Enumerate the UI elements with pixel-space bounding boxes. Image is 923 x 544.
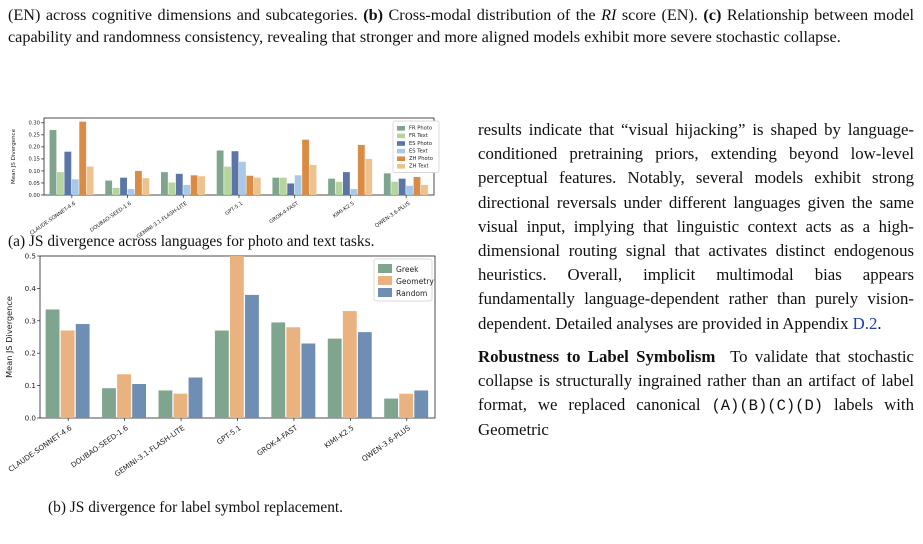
bar xyxy=(310,165,317,195)
legend-entry: ZH Text xyxy=(409,163,429,170)
bar xyxy=(399,394,413,418)
bar xyxy=(384,399,398,418)
subcaption-b: (b) JS divergence for label symbol replacement. xyxy=(48,499,344,516)
bar xyxy=(301,343,315,418)
bar xyxy=(343,311,357,418)
bar xyxy=(280,178,287,195)
x-tick-label: DOUBAO-SEED-1.6 xyxy=(89,200,133,234)
y-tick-label: 0.00 xyxy=(28,192,40,199)
legend-swatch xyxy=(378,276,392,285)
paragraph-1-end: . xyxy=(877,313,882,333)
bar xyxy=(328,339,342,418)
bar xyxy=(79,122,86,195)
bar xyxy=(135,171,142,195)
bar xyxy=(87,167,94,195)
caption-c-label: (c) xyxy=(703,6,722,24)
bar xyxy=(176,174,183,195)
paragraph-visual-hijacking xyxy=(478,118,914,336)
legend-swatch xyxy=(397,164,405,169)
bar xyxy=(384,173,391,195)
x-tick-label: QWEN-3.6-PLUS xyxy=(359,423,412,464)
paragraph-2-text: To validate that stochastic collapse is structurally ingrained rather than an artifact of label format, we replaced canonical xyxy=(478,346,914,415)
bar xyxy=(421,185,428,195)
bar xyxy=(120,178,127,195)
bar xyxy=(113,188,120,195)
legend-swatch xyxy=(397,126,405,131)
legend-swatch xyxy=(378,264,392,273)
y-axis-label: Mean JS Divergence xyxy=(11,129,17,184)
caption-text-b: Cross-modal distribution of the xyxy=(388,6,596,24)
y-tick-label: 0.4 xyxy=(24,283,36,293)
x-tick-label: GROK-4-FAST xyxy=(255,423,300,458)
y-tick-label: 0.0 xyxy=(24,413,36,423)
y-tick-label: 0.15 xyxy=(28,156,40,163)
body-text-column xyxy=(478,118,914,443)
bar xyxy=(50,130,57,195)
label-code: (A)(B)(C)(D) xyxy=(711,397,824,416)
section-heading-robustness: Robustness to Label Symbolism xyxy=(478,346,716,366)
bar xyxy=(399,179,406,195)
y-tick-label: 0.2 xyxy=(24,348,36,358)
bar xyxy=(215,331,229,418)
bar xyxy=(245,295,259,418)
bar xyxy=(358,332,372,418)
bar xyxy=(224,167,231,195)
legend-swatch xyxy=(397,149,405,154)
bar xyxy=(350,189,357,195)
y-axis-label: Mean JS Divergence xyxy=(4,296,14,378)
legend-entry: ES Photo xyxy=(409,140,433,147)
x-tick-label: GPT-5.1 xyxy=(214,423,243,447)
bar xyxy=(102,388,116,418)
bar xyxy=(46,309,60,418)
bar xyxy=(168,182,175,195)
bar xyxy=(128,189,135,195)
bar xyxy=(406,186,413,195)
legend-entry: ES Text xyxy=(409,148,428,155)
bar xyxy=(161,172,168,195)
legend-swatch xyxy=(397,141,405,146)
caption-text-c: Relationship between model capability and randomness consistency, revealing that stronger and more aligned models exhibit more severe stochastic collapse. xyxy=(8,6,915,46)
bar xyxy=(391,182,398,195)
bar xyxy=(232,151,239,195)
legend-swatch xyxy=(378,288,392,297)
caption-text-a: (EN) across cognitive dimensions and subcategories. xyxy=(8,6,358,24)
figure-charts xyxy=(0,0,460,544)
bar xyxy=(286,327,300,418)
y-tick-label: 0.25 xyxy=(28,132,40,139)
bar xyxy=(132,384,146,418)
bar xyxy=(302,140,309,195)
bar xyxy=(189,378,203,419)
y-tick-label: 0.10 xyxy=(28,168,40,175)
x-tick-label: CLAUDE-SONNET-4.6 xyxy=(6,423,74,474)
y-tick-label: 0.5 xyxy=(24,251,36,261)
x-tick-label: GEMINI-3.1-FLASH-LITE xyxy=(135,200,189,241)
legend-swatch xyxy=(397,134,405,139)
x-tick-label: DOUBAO-SEED-1.6 xyxy=(69,423,130,470)
caption-ri-symbol: RI xyxy=(601,6,617,24)
legend-entry: Random xyxy=(396,289,428,298)
caption-text-b-end: score (EN). xyxy=(621,6,698,24)
legend-entry: Geometry xyxy=(396,277,434,286)
x-tick-label: GEMINI-3.1-FLASH-LITE xyxy=(112,423,187,479)
bar xyxy=(159,390,173,418)
bar xyxy=(336,182,343,195)
paragraph-2-tail: labels with Geometric xyxy=(478,395,914,440)
legend-entry: FR Text xyxy=(409,133,428,140)
y-tick-label: 0.3 xyxy=(24,316,36,326)
paragraph-label-symbolism xyxy=(478,345,914,443)
legend-entry: ZH Photo xyxy=(409,156,433,162)
bar xyxy=(64,152,71,195)
bar xyxy=(117,374,131,418)
bar xyxy=(254,178,261,195)
chart-b xyxy=(4,252,435,479)
legend-entry: Greek xyxy=(396,265,419,274)
appendix-link[interactable]: D.2 xyxy=(852,313,878,333)
y-tick-label: 0.1 xyxy=(24,381,36,391)
bar xyxy=(295,175,302,195)
bar xyxy=(174,394,188,418)
subcaption-a: (a) JS divergence across languages for photo and text tasks. xyxy=(8,233,375,250)
bar xyxy=(191,175,198,195)
bar xyxy=(61,331,75,418)
bar xyxy=(142,178,149,195)
bar xyxy=(57,172,64,195)
paragraph-1-text: results indicate that “visual hijacking” is shaped by language-conditioned pretraining priors, extending beyond low-level perceptual features. Notably, several models exhibit strong directional reversals under different languages given the same visual input, implying that linguistic context acts as a high-dimensional routing signal that activates distinct endogenous heuristics. Overall, implicit multimodal bias appears fundamentally language-dependent rather than purely vision-dependent. Detailed analyses are provided in Appendix xyxy=(478,120,914,333)
bar xyxy=(76,324,90,418)
bar xyxy=(414,390,428,418)
bar xyxy=(230,256,244,418)
x-tick-label: KIMI-K2.5 xyxy=(322,423,356,451)
y-tick-label: 0.05 xyxy=(28,180,40,187)
legend-entry: FR Photo xyxy=(409,125,433,132)
y-tick-label: 0.20 xyxy=(28,144,40,151)
x-tick-label: GROK-4-FAST xyxy=(268,200,300,226)
bar xyxy=(246,176,253,195)
bar xyxy=(72,179,79,195)
x-tick-label: KIMI-K2.5 xyxy=(332,200,356,220)
y-tick-label: 0.30 xyxy=(28,120,40,127)
bar xyxy=(414,177,421,195)
legend-swatch xyxy=(397,156,405,161)
bar xyxy=(343,172,350,195)
x-tick-label: QWEN-3.6-PLUS xyxy=(374,200,412,230)
bar xyxy=(365,159,372,195)
bar xyxy=(105,181,112,195)
x-tick-label: GPT-5.1 xyxy=(224,200,245,218)
bar xyxy=(328,179,335,195)
bar xyxy=(272,178,279,195)
bar xyxy=(271,322,285,418)
caption-b-label: (b) xyxy=(363,6,384,24)
bar xyxy=(217,150,224,195)
bar xyxy=(239,162,246,195)
bar xyxy=(358,145,365,195)
x-tick-label: CLAUDE-SONNET-4.6 xyxy=(29,200,78,237)
bar xyxy=(198,176,205,195)
bar xyxy=(287,183,294,195)
chart-a xyxy=(11,118,439,240)
bar xyxy=(183,185,190,195)
